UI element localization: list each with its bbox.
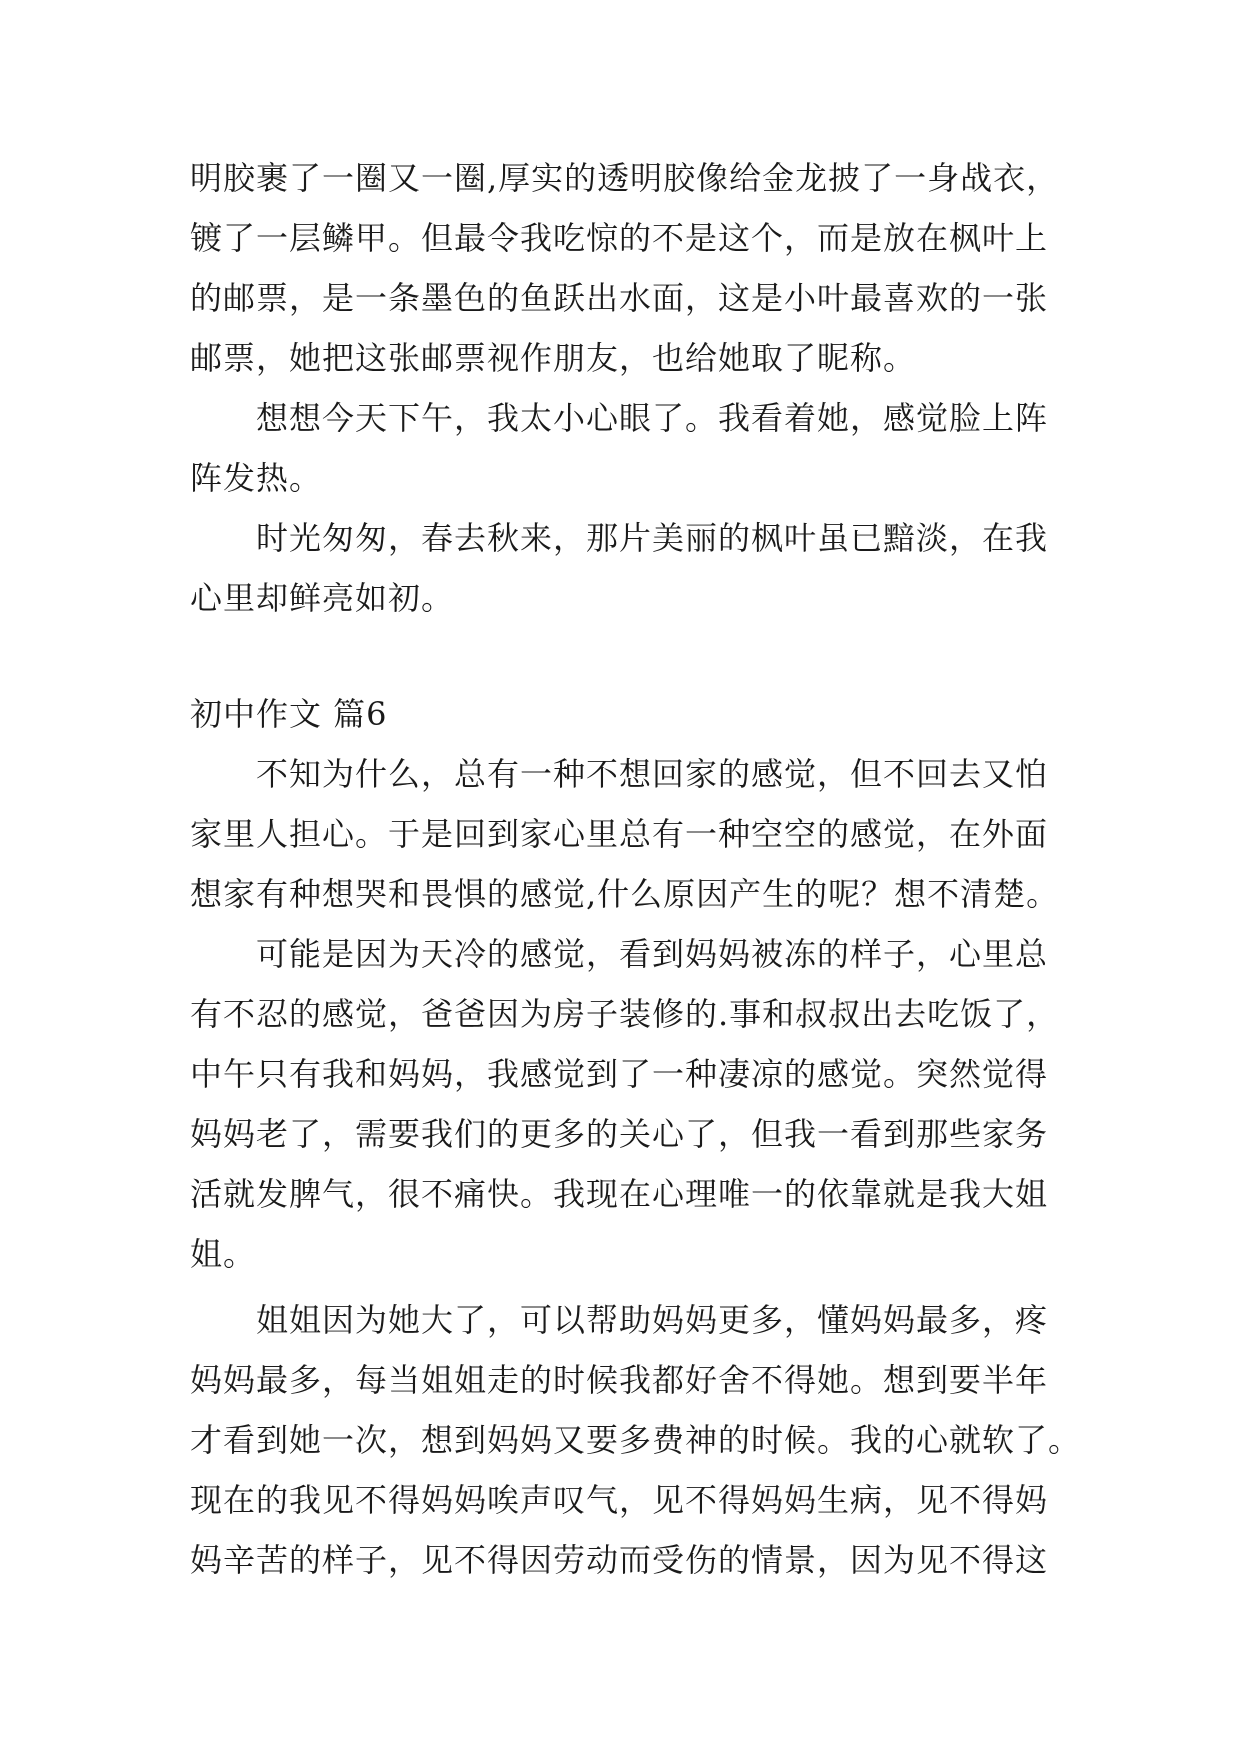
text-line: 姐。	[190, 1235, 257, 1273]
text-line: 活就发脾气，很不痛快。我现在心理唯一的依靠就是我大姐	[190, 1175, 1049, 1213]
text-line: 可能是因为天冷的感觉，看到妈妈被冻的样子，心里总	[256, 935, 1049, 973]
text-line: 邮票，她把这张邮票视作朋友，也给她取了昵称。	[190, 339, 917, 377]
text-line: 时光匆匆，春去秋来，那片美丽的枫叶虽已黯淡，在我	[256, 519, 1049, 557]
text-line: 妈妈最多，每当姐姐走的时候我都好舍不得她。想到要半年	[190, 1361, 1049, 1399]
text-line: 家里人担心。于是回到家心里总有一种空空的感觉，在外面	[190, 815, 1049, 853]
text-line: 明胶裹了一圈又一圈,厚实的透明胶像给金龙披了一身战衣，	[190, 159, 1060, 197]
text-line: 心里却鲜亮如初。	[190, 579, 455, 617]
essay-body	[190, 744, 1090, 1590]
text-line: 想想今天下午，我太小心眼了。我看着她，感觉脸上阵	[256, 399, 1049, 437]
text-line: 中午只有我和妈妈，我感觉到了一种凄凉的感觉。突然觉得	[190, 1055, 1049, 1093]
text-line: 才看到她一次，想到妈妈又要多费神的时候。我的心就软了。	[190, 1421, 1082, 1459]
text-line: 现在的我见不得妈妈唉声叹气，见不得妈妈生病，见不得妈	[190, 1481, 1049, 1519]
text-line: 阵发热。	[190, 459, 323, 497]
text-line: 妈辛苦的样子，见不得因劳动而受伤的情景，因为见不得这	[190, 1541, 1049, 1579]
text-line: 姐姐因为她大了，可以帮助妈妈更多，懂妈妈最多，疼	[256, 1301, 1049, 1339]
text-line: 妈妈老了，需要我们的更多的关心了，但我一看到那些家务	[190, 1115, 1049, 1153]
text-line: 的邮票，是一条墨色的鱼跃出水面，这是小叶最喜欢的一张	[190, 279, 1049, 317]
text-line: 镀了一层鳞甲。但最令我吃惊的不是这个，而是放在枫叶上	[190, 219, 1049, 257]
essay-continuation	[190, 148, 1090, 628]
text-line: 有不忍的感觉，爸爸因为房子装修的.事和叔叔出去吃饭了，	[190, 995, 1060, 1033]
text-line: 想家有种想哭和畏惧的感觉,什么原因产生的呢？想不清楚。	[190, 875, 1060, 913]
text-line: 不知为什么，总有一种不想回家的感觉，但不回去又怕	[256, 755, 1049, 793]
essay-heading-block	[190, 684, 1090, 744]
essay-heading: 初中作文 篇6	[190, 695, 388, 733]
